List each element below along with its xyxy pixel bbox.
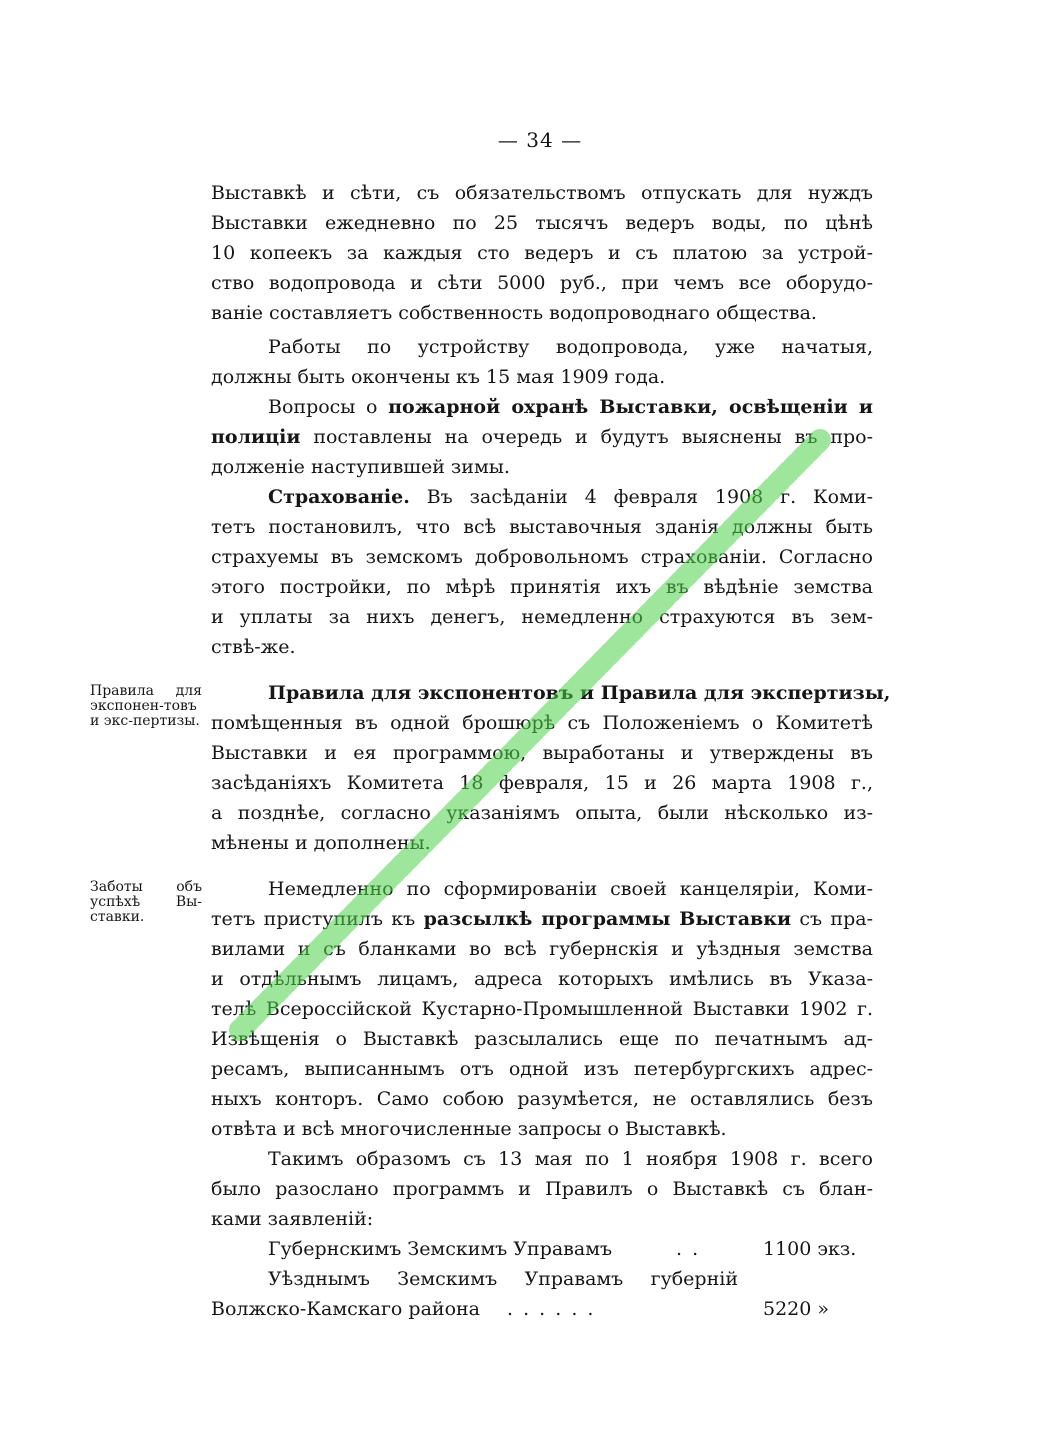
text-line: помѣщенныя въ одной брошюрѣ съ Положеніемъ о Комитетѣ [211, 712, 873, 734]
section-heading-rules: Правила для экспонентовъ и Правила для экспертизы, [268, 682, 891, 704]
text-line: ваніе составляетъ собственность водопроводнаго общества. [211, 302, 817, 324]
text-line: должны быть окончены къ 15 мая 1909 года. [211, 366, 666, 388]
text-line: Выставки ежедневно по 25 тысячъ ведеръ воды, по цѣнѣ [211, 212, 873, 234]
text-line: 10 копеекъ за каждыя сто ведеръ и съ платою за устрой- [211, 242, 873, 264]
list-item-quantity: 1100 экз. [763, 1238, 857, 1260]
bold-phrase: разсылкѣ программы Выставки [423, 908, 792, 930]
text-line: Извѣщенія о Выставкѣ разсылались еще по печатнымъ ад- [211, 1028, 873, 1050]
list-row-provincial [211, 1234, 873, 1264]
text-line: мѣнены и дополнены. [211, 832, 431, 854]
text-line: тетъ приступилъ къ разсылкѣ программы Выставки съ пра- [211, 908, 873, 930]
text-line: Вопросы о пожарной охранѣ Выставки, освѣщеніи и [268, 396, 873, 418]
list-item-label: Губернскимъ Земскимъ Управамъ [268, 1238, 613, 1260]
text-line: ресамъ, выписаннымъ отъ одной изъ петербургскихъ адрес- [211, 1058, 873, 1080]
text-line: ство водопровода и сѣти 5000 руб., при чемъ все оборудо- [211, 272, 873, 294]
list-row-region [211, 1294, 873, 1324]
text-line: страхуемы въ земскомъ добровольномъ страхованіи. Согласно [211, 546, 873, 568]
text-line: вилами и съ бланками во всѣ губернскія и уѣздныя земства [211, 938, 873, 960]
text-line: было разослано программъ и Правилъ о Выставкѣ съ блан- [211, 1178, 873, 1200]
text-line: полиціи поставлены на очередь и будутъ выяснены въ про- [211, 426, 873, 448]
text-line: и отдѣльнымъ лицамъ, адреса которыхъ имѣлись въ Указа- [211, 968, 873, 990]
text-line: ствѣ-же. [211, 636, 296, 658]
text-line: Такимъ образомъ съ 13 мая по 1 ноября 1908 г. всего [268, 1148, 873, 1170]
text-line: ками заявленій: [211, 1208, 374, 1230]
margin-note-success: Заботы объ успѣхѣ Вы-ставки. [90, 879, 202, 925]
text-line: телѣ Всероссійской Кустарно-Промышленной Выставки 1902 г. [211, 998, 873, 1020]
text-line: Выставки и ея программою, выработаны и утверждены въ [211, 742, 873, 764]
text-line: и уплаты за нихъ денегъ, немедленно страхуются въ зем- [211, 606, 873, 628]
bold-phrase: полиціи [211, 426, 301, 448]
text-line: тетъ постановилъ, что всѣ выставочныя зданія должны быть [211, 516, 873, 538]
text-line: Работы по устройству водопровода, уже начатыя, [268, 336, 873, 358]
text-line: этого постройки, по мѣрѣ принятія ихъ въ вѣдѣніе земства [211, 576, 873, 598]
text-line: Немедленно по сформированіи своей канцеляріи, Коми- [268, 878, 873, 900]
text-line: ныхъ конторъ. Само собою разумѣется, не оставлялись безъ [211, 1088, 873, 1110]
text-line [268, 678, 891, 708]
list-item-label: Волжско-Камскаго района [211, 1298, 480, 1320]
leader-dots: . . . . . . [507, 1298, 596, 1320]
section-heading-insurance: Страхованіе. [268, 486, 410, 508]
list-item-label: Уѣзднымъ Земскимъ Управамъ губерній [268, 1268, 738, 1290]
margin-note-rules: Правила для экспонен-товъ и экс-пертизы. [90, 683, 202, 729]
text-line: долженіе наступившей зимы. [211, 456, 510, 478]
text-line: Выставкѣ и сѣти, съ обязательствомъ отпускать для нуждъ [211, 182, 873, 204]
page-number: — 34 — [497, 128, 583, 152]
text-line: отвѣта и всѣ многочисленные запросы о Выставкѣ. [211, 1118, 727, 1140]
leader-dots: . . [676, 1238, 701, 1260]
text-line: Страхованіе. Въ засѣданіи 4 февраля 1908 г. Коми- [268, 486, 873, 508]
list-item-quantity: 5220 » [763, 1298, 830, 1320]
bold-phrase: пожарной охранѣ Выставки, освѣщеніи и [388, 396, 873, 418]
text-line: а позднѣе, согласно указаніямъ опыта, были нѣсколько из- [211, 802, 873, 824]
list-row-district [211, 1264, 873, 1294]
text-line: засѣданіяхъ Комитета 18 февраля, 15 и 26 марта 1908 г., [211, 772, 873, 794]
